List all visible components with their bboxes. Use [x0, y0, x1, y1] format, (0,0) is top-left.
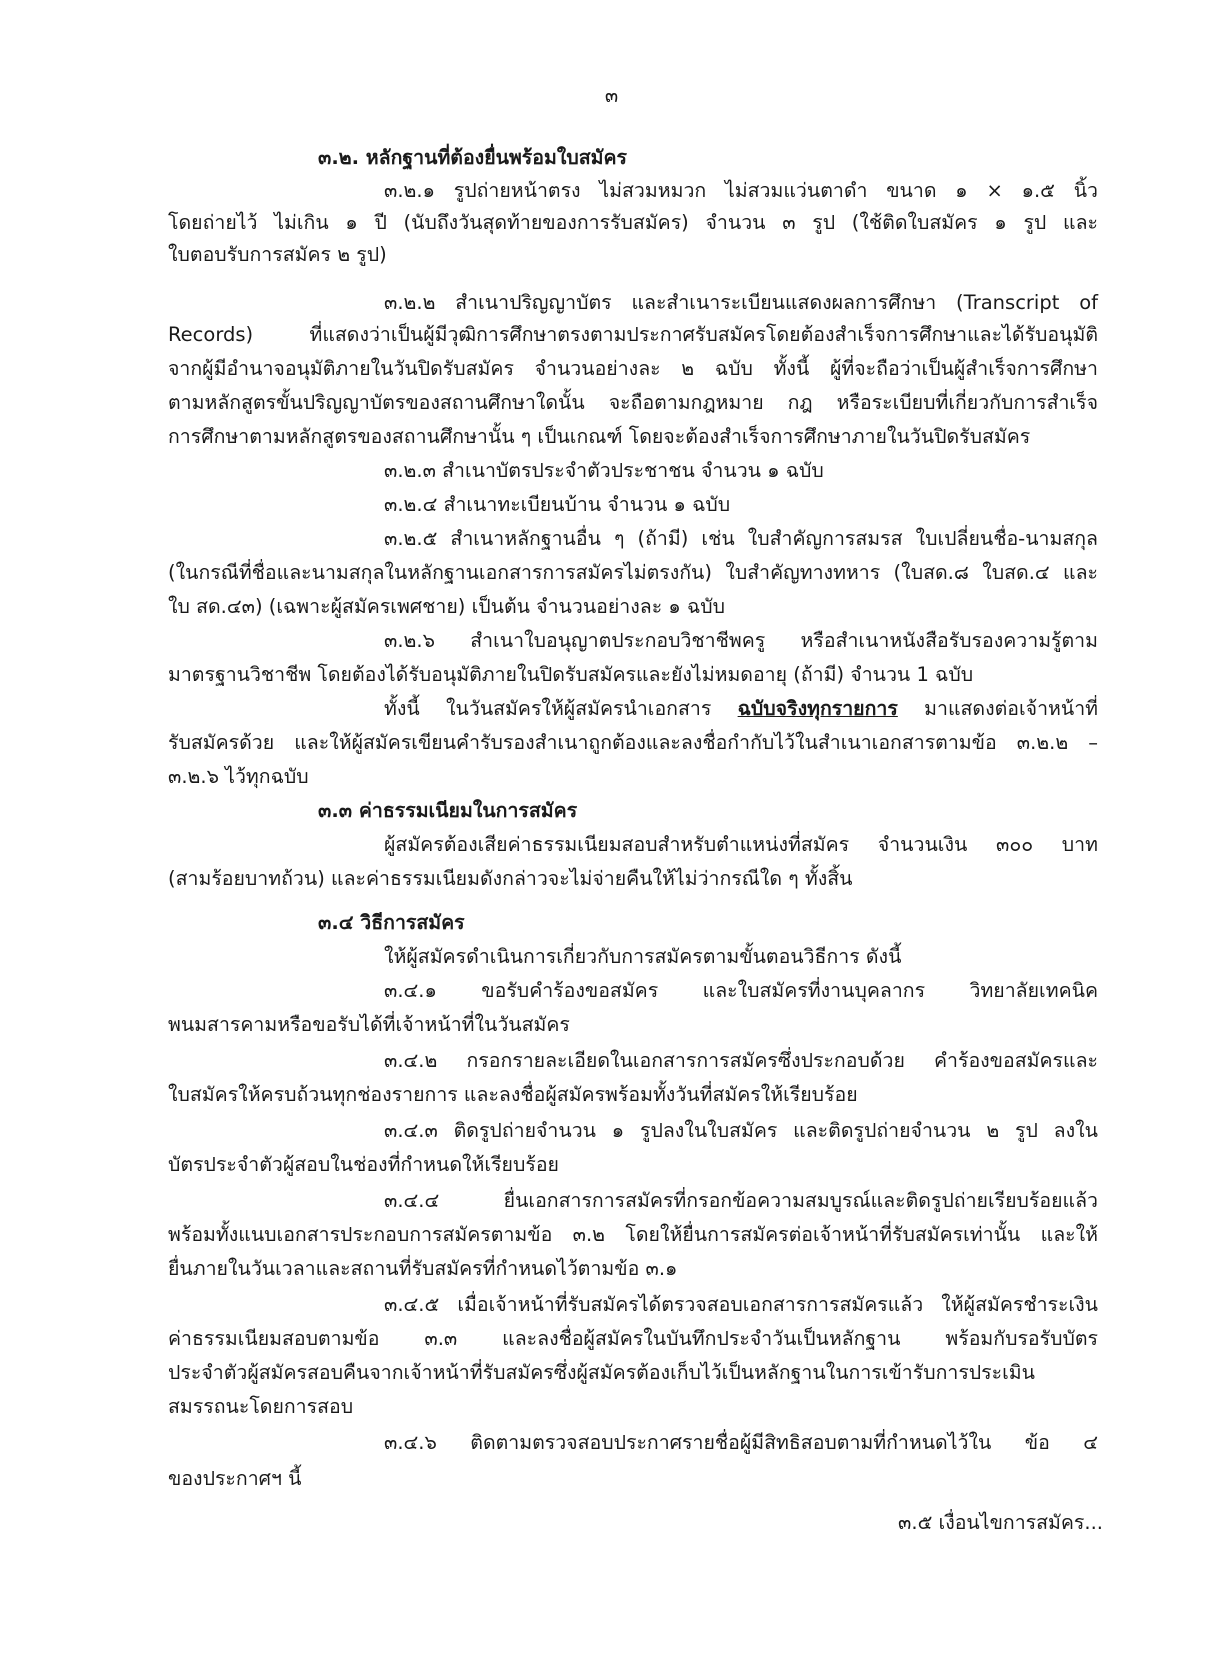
paragraph-text: มาแสดงต่อเจ้าหน้าที่	[897, 697, 1099, 720]
paragraph-line: ผู้สมัครต้องเสียค่าธรรมเนียมสอบสำหรับตำแหน่งที่สมัคร จำนวนเงิน ๓๐๐ บาท	[384, 833, 1098, 856]
paragraph-line: ๓.๒.๒ สำเนาปริญญาบัตร และสำเนาระเบียนแสดงผลการศึกษา (Transcript of	[384, 291, 1098, 314]
paragraph-line: ๓.๒.๔ สำเนาทะเบียนบ้าน จำนวน ๑ ฉบับ	[384, 493, 731, 516]
paragraph-line: ยื่นภายในวันเวลาและสถานที่รับสมัครที่กำหนดไว้ตามข้อ ๓.๑	[168, 1257, 678, 1280]
paragraph-line: (ในกรณีที่ชื่อและนามสกุลในหลักฐานเอกสารการสมัครไม่ตรงกัน) ใบสำคัญทางทหาร (ใบสด.๘ ใบสด.๔ และ	[168, 561, 1098, 584]
paragraph-text: ทั้งนี้ ในวันสมัครให้ผู้สมัครนำเอกสาร	[384, 697, 738, 720]
paragraph-line: ๓.๔.๕ เมื่อเจ้าหน้าที่รับสมัครได้ตรวจสอบเอกสารการสมัครแล้ว ให้ผู้สมัครชำระเงิน	[384, 1293, 1098, 1316]
paragraph-line: ใบตอบรับการสมัคร ๒ รูป)	[168, 243, 387, 266]
paragraph-line: ๓.๔.๒ กรอกรายละเอียดในเอกสารการสมัครซึ่งประกอบด้วย คำร้องขอสมัครและ	[384, 1049, 1098, 1072]
section-heading-3-4: ๓.๔ วิธีการสมัคร	[318, 911, 465, 934]
paragraph-line: ๓.๒.๓ สำเนาบัตรประจำตัวประชาชน จำนวน ๑ ฉบับ	[384, 459, 824, 482]
paragraph-line: สมรรถนะโดยการสอบ	[168, 1395, 354, 1418]
paragraph-line	[168, 696, 1098, 722]
paragraph-line: ประจำตัวผู้สมัครสอบคืนจากเจ้าหน้าที่รับสมัครซึ่งผู้สมัครต้องเก็บไว้เป็นหลักฐานในการเข้ารับการประเมิน	[168, 1361, 1035, 1384]
paragraph-line: รับสมัครด้วย และให้ผู้สมัครเขียนคำรับรองสำเนาถูกต้องและลงชื่อกำกับไว้ในสำเนาเอกสารตามข้อ ๓.๒.๒ –	[168, 731, 1098, 754]
paragraph-line: พร้อมทั้งแนบเอกสารประกอบการสมัครตามข้อ ๓.๒ โดยให้ยื่นการสมัครต่อเจ้าหน้าที่รับสมัครเท่านั้น และให้	[168, 1223, 1098, 1246]
paragraph-line: ค่าธรรมเนียมสอบตามข้อ ๓.๓ และลงชื่อผู้สมัครในบันทึกประจำวันเป็นหลักฐาน พร้อมกับรอรับบัตร	[168, 1327, 1098, 1350]
paragraph-line: มาตรฐานวิชาชีพ โดยต้องได้รับอนุมัติภายในปิดรับสมัครและยังไม่หมดอายุ (ถ้ามี) จำนวน 1 ฉบับ	[168, 663, 974, 686]
paragraph-line: จากผู้มีอำนาจอนุมัติภายในวันปิดรับสมัคร จำนวนอย่างละ ๒ ฉบับ ทั้งนี้ ผู้ที่จะถือว่าเป็นผู้สำเร็จการศึกษา	[168, 357, 1098, 380]
emphasis-original-documents: ฉบับจริงทุกรายการ	[737, 697, 898, 720]
paragraph-line: ให้ผู้สมัครดำเนินการเกี่ยวกับการสมัครตามขั้นตอนวิธีการ ดังนี้	[384, 945, 902, 968]
paragraph-line: บัตรประจำตัวผู้สอบในช่องที่กำหนดให้เรียบร้อย	[168, 1153, 559, 1176]
paragraph-line: ๓.๔.๓ ติดรูปถ่ายจำนวน ๑ รูปลงในใบสมัคร และติดรูปถ่ายจำนวน ๒ รูป ลงใน	[384, 1119, 1098, 1142]
paragraph-line: พนมสารคามหรือขอรับได้ที่เจ้าหน้าที่ในวันสมัคร	[168, 1013, 570, 1036]
paragraph-line: ๓.๔.๔ ยื่นเอกสารการสมัครที่กรอกข้อความสมบูรณ์และติดรูปถ่ายเรียบร้อยแล้ว	[384, 1189, 1098, 1212]
paragraph-line: ๓.๒.๖ ไว้ทุกฉบับ	[168, 765, 309, 788]
section-heading-3-3: ๓.๓ ค่าธรรมเนียมในการสมัคร	[318, 799, 578, 822]
paragraph-line: ๓.๔.๖ ติดตามตรวจสอบประกาศรายชื่อผู้มีสิทธิสอบตามที่กำหนดไว้ใน ข้อ ๔	[384, 1431, 1098, 1454]
paragraph-line: ตามหลักสูตรขั้นปริญญาบัตรของสถานศึกษาใดนั้น จะถือตามกฎหมาย กฎ หรือระเบียบที่เกี่ยวกับการสำเร็จ	[168, 391, 1098, 414]
section-heading-3-2: ๓.๒. หลักฐานที่ต้องยื่นพร้อมใบสมัคร	[318, 146, 628, 169]
paragraph-line: ใบสมัครให้ครบถ้วนทุกช่องรายการ และลงชื่อผู้สมัครพร้อมทั้งวันที่สมัครให้เรียบร้อย	[168, 1083, 858, 1106]
paragraph-line: ๓.๒.๖ สำเนาใบอนุญาตประกอบวิชาชีพครู หรือสำเนาหนังสือรับรองความรู้ตาม	[384, 629, 1098, 652]
paragraph-line: ๓.๒.๕ สำเนาหลักฐานอื่น ๆ (ถ้ามี) เช่น ใบสำคัญการสมรส ใบเปลี่ยนชื่อ-นามสกุล	[384, 527, 1098, 550]
paragraph-line: โดยถ่ายไว้ ไม่เกิน ๑ ปี (นับถึงวันสุดท้ายของการรับสมัคร) จำนวน ๓ รูป (ใช้ติดใบสมัคร ๑ รูป และ	[168, 211, 1098, 234]
page-number: ๓	[604, 84, 619, 107]
paragraph-line: ใบ สด.๔๓) (เฉพาะผู้สมัครเพศชาย) เป็นต้น จำนวนอย่างละ ๑ ฉบับ	[168, 595, 725, 618]
paragraph-line: (สามร้อยบาทถ้วน) และค่าธรรมเนียมดังกล่าวจะไม่จ่ายคืนให้ไม่ว่ากรณีใด ๆ ทั้งสิ้น	[168, 867, 853, 890]
paragraph-line: ของประกาศฯ นี้	[168, 1467, 302, 1490]
paragraph-line: การศึกษาตามหลักสูตรของสถานศึกษานั้น ๆ เป็นเกณฑ์ โดยจะต้องสำเร็จการศึกษาภายในวันปิดรับสมัคร	[168, 425, 1031, 448]
paragraph-line: Records) ที่แสดงว่าเป็นผู้มีวุฒิการศึกษาตรงตามประกาศรับสมัครโดยต้องสำเร็จการศึกษาและได้รับอนุมัติ	[168, 323, 1098, 346]
paragraph-line: ๓.๒.๑ รูปถ่ายหน้าตรง ไม่สวมหมวก ไม่สวมแว่นตาดำ ขนาด ๑ × ๑.๕ นิ้ว	[384, 179, 1098, 202]
continuation-note: ๓.๕ เงื่อนไขการสมัคร...	[898, 1511, 1103, 1534]
paragraph-line: ๓.๔.๑ ขอรับคำร้องขอสมัคร และใบสมัครที่งานบุคลากร วิทยาลัยเทคนิค	[384, 979, 1098, 1002]
